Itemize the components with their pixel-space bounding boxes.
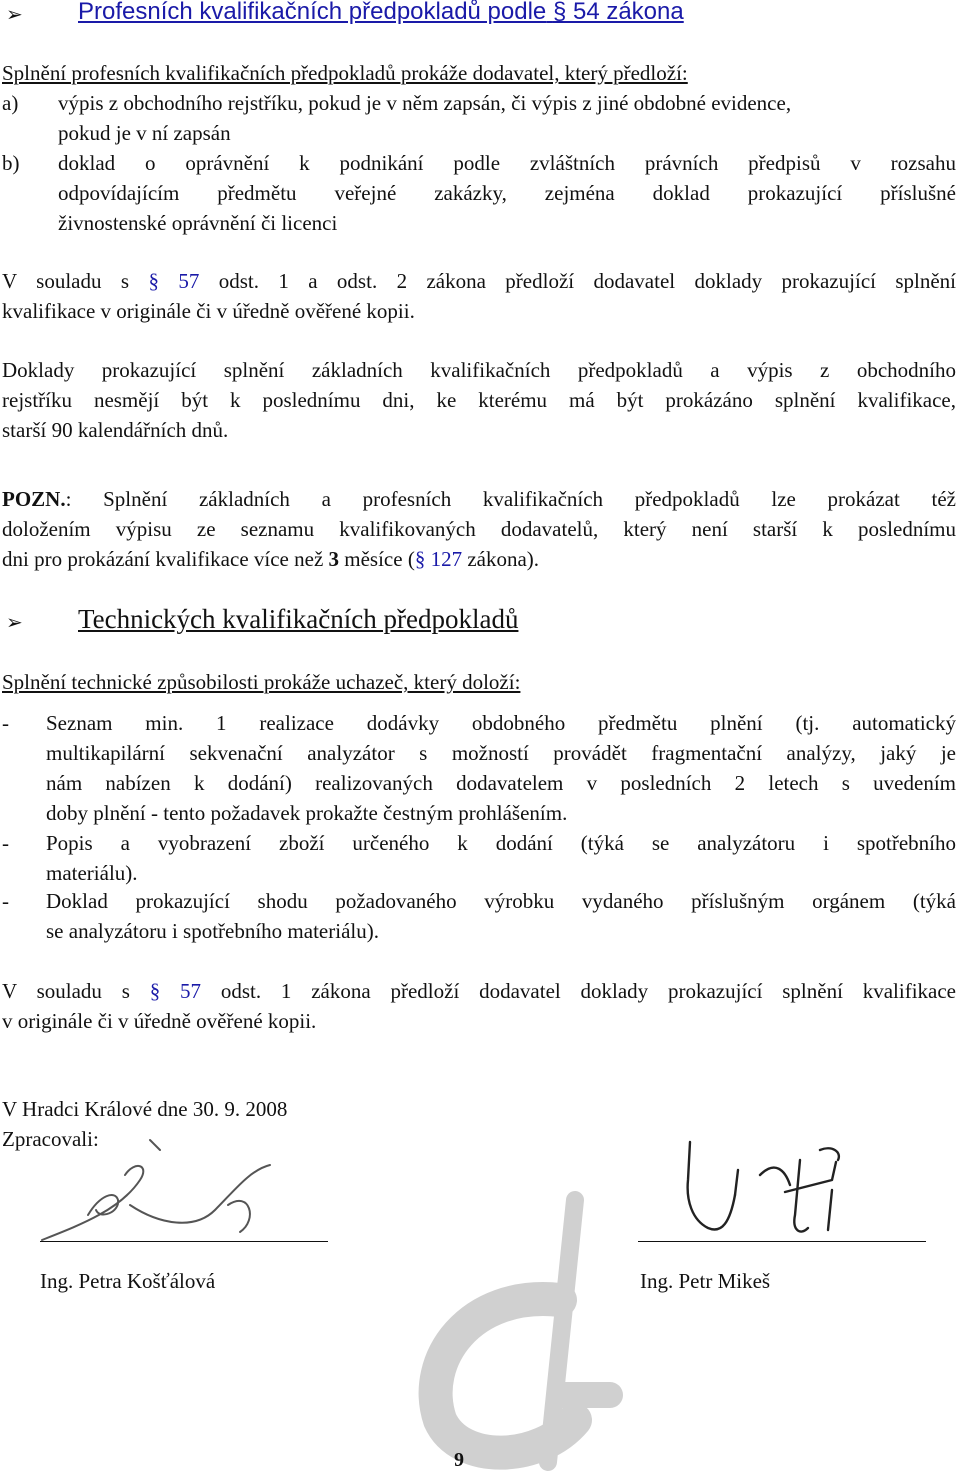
law-reference: § 57 [149,979,202,1003]
section-heading-technical: Technických kvalifikačních předpokladů [78,604,519,634]
item-b-line: živnostenské oprávnění či licenci [58,211,338,235]
item-a-line: výpis z obchodního rejstříku, pokud je v něm zapsán, či výpis z jiné obdobné evidence, [58,91,792,115]
item-marker: a) [2,91,19,115]
paragraph-line: starší 90 kalendářních dnů. [2,418,229,442]
item-a-line: pokud je v ní zapsán [58,121,231,145]
note-label: POZN. [2,487,66,511]
paragraph-line: V souladu s § 57 odst. 1 a odst. 2 zákona předloží dodavatel doklady prokazující splnění [2,269,957,293]
section1-intro: Splnění profesních kvalifikačních předpokladů prokáže dodavatel, který předloží: [2,61,688,85]
paragraph-line: V souladu s § 57 odst. 1 zákona předloží dodavatel doklady prokazující splnění kvalifikace [2,979,957,1003]
note-line: dni pro prokázání kvalifikace více než 3 měsíce (§ 127 zákona). [2,547,540,571]
section-heading-professional: Profesních kvalifikačních předpokladů podle § 54 zákona [78,0,684,25]
signer-name: Ing. Petra Košťálová [40,1269,216,1293]
item-b-line: odpovídajícím předmětu veřejné zakázky, zejména doklad prokazující příslušné [58,181,956,205]
arrow-bullet-icon: ➢ [6,612,23,634]
paragraph-line: v originále či v úředně ověřené kopii. [2,1009,317,1033]
list-item-line: Popis a vyobrazení zboží určeného k dodání (týká se analyzátoru i spotřebního [46,831,956,855]
paragraph-line: kvalifikace v originále či v úředně ověřené kopii. [2,299,415,323]
page-number: 9 [454,1449,464,1471]
paragraph-line: Doklady prokazující splnění základních kvalifikačních předpokladů a výpis z obchodního [2,358,956,382]
list-item-line: doby plnění - tento požadavek prokažte čestným prohlášením. [46,801,568,825]
law-reference: § 127 [414,547,463,571]
list-item-line: nám nabízen k dodání) realizovaných dodavatelem v posledních 2 letech s uvedením [46,771,956,795]
signer-name: Ing. Petr Mikeš [640,1269,771,1293]
dash-marker: - [2,831,9,855]
signature-line [40,1241,328,1242]
list-item-line: materiálu). [46,861,138,885]
dash-marker: - [2,889,9,913]
section2-intro: Splnění technické způsobilosti prokáže uchazeč, který doloží: [2,670,521,694]
note-line: doložením výpisu ze seznamu kvalifikovaných dodavatelů, který není starší k poslednímu [2,517,956,541]
list-item-line: Seznam min. 1 realizace dodávky obdobného předmětu plnění (tj. automatický [46,711,956,735]
item-b-line: doklad o oprávnění k podnikání podle zvláštních právních předpisů v rozsahu [58,151,956,175]
paragraph-line: rejstříku nesmějí být k poslednímu dni, ke kterému má být prokázáno splnění kvalifikace, [2,388,956,412]
arrow-bullet-icon: ➢ [6,4,23,26]
prepared-by-label: Zpracovali: [2,1127,99,1151]
list-item-line: multikapilární sekvenační analyzátor s možností provádět fragmentační analýzy, jaký je [46,741,956,765]
place-date: V Hradci Králové dne 30. 9. 2008 [2,1097,288,1121]
list-item-line: se analyzátoru i spotřebního materiálu). [46,919,379,943]
list-item-line: Doklad prokazující shodu požadovaného výrobku vydaného příslušným orgánem (týká [46,889,956,913]
law-reference: § 57 [148,269,200,293]
item-marker: b) [2,151,20,175]
dash-marker: - [2,711,9,735]
note-line: POZN.: Splnění základních a profesních kvalifikačních předpokladů lze prokázat též [2,487,956,511]
signature-line [638,1241,926,1242]
